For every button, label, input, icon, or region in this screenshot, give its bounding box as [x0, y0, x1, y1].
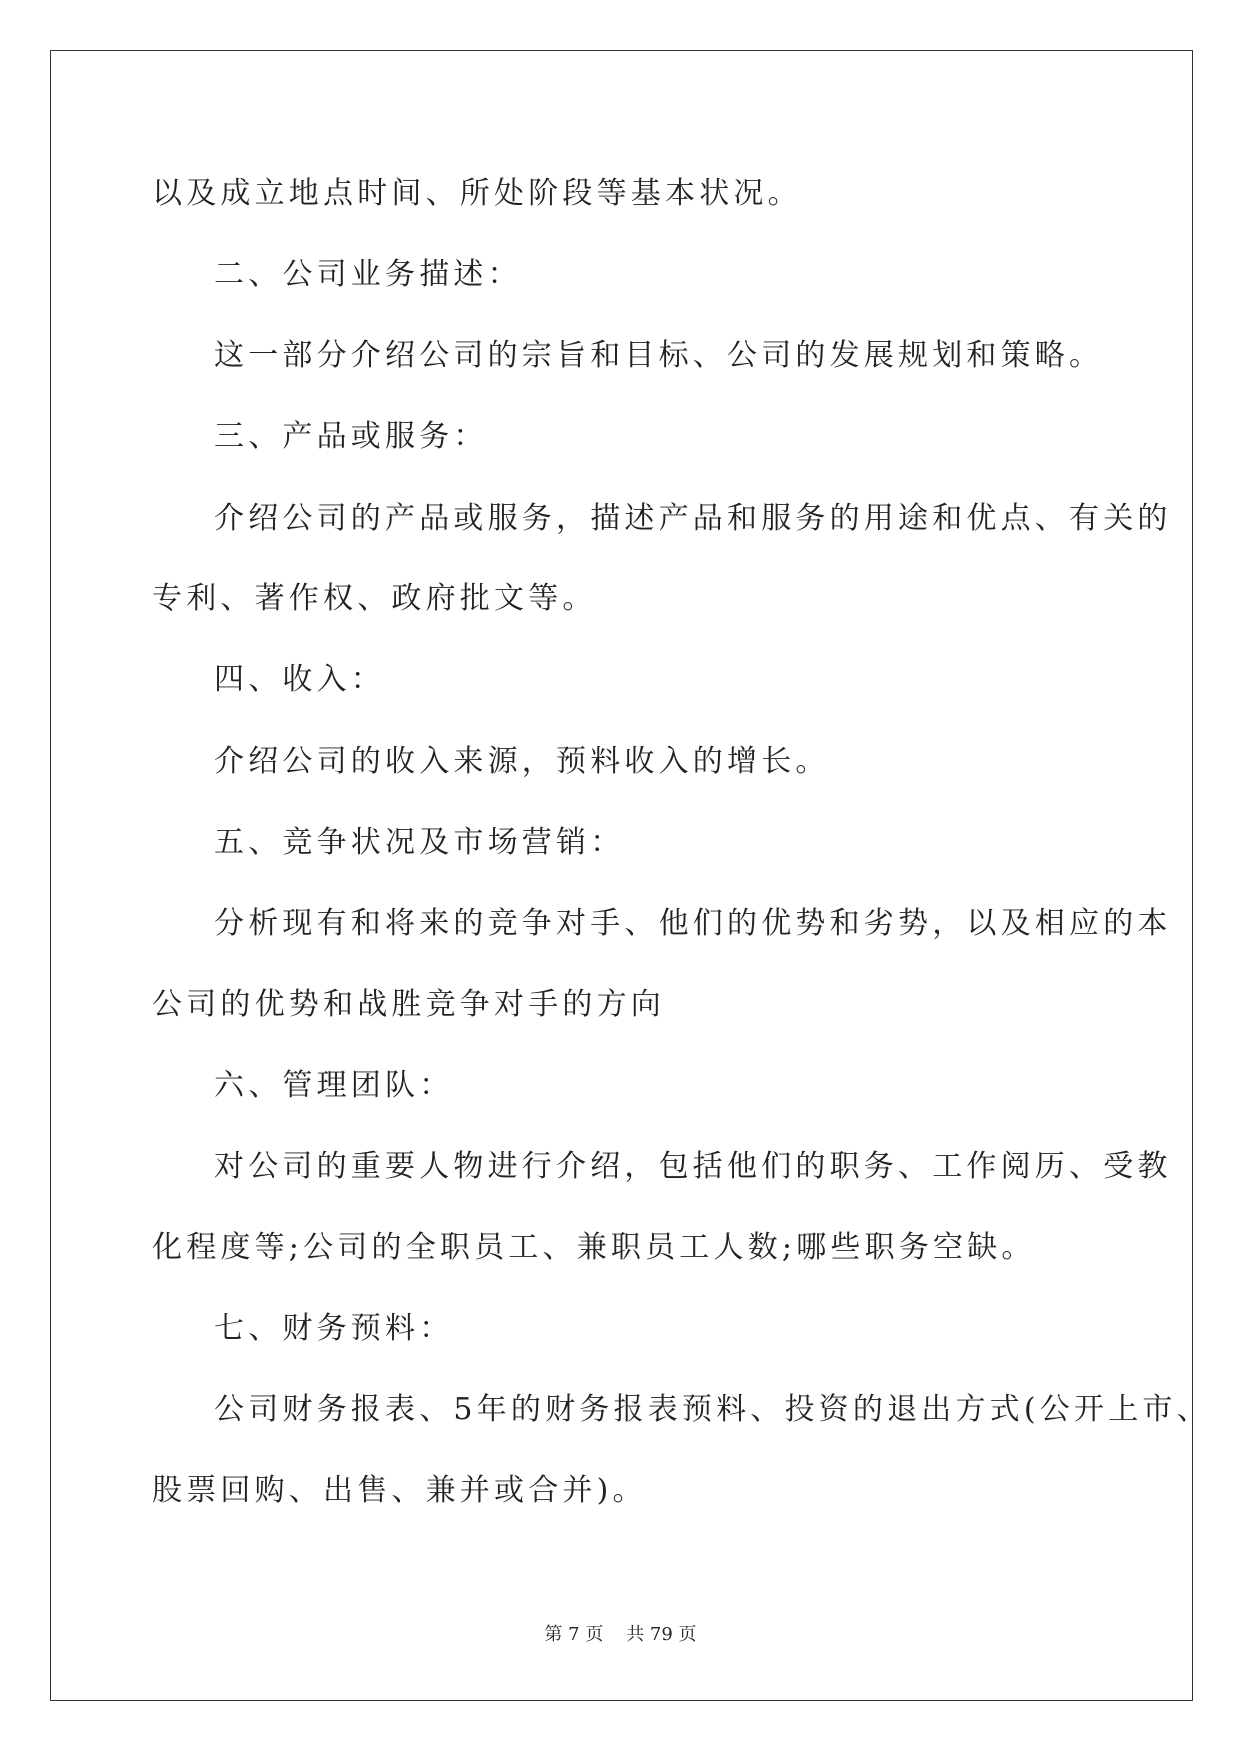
body-line-6: 专利、著作权、政府批文等。: [152, 581, 597, 616]
body-line-11: 公司的优势和战胜竞争对手的方向: [152, 987, 665, 1022]
body-line-10: 分析现有和将来的竞争对手、他们的优势和劣势，以及相应的本: [214, 906, 1172, 941]
page-number-footer: 第 7 页 共 79 页: [544, 1624, 697, 1645]
section-heading-6: 六、管理团队：: [214, 1068, 454, 1103]
body-line-5: 介绍公司的产品或服务，描述产品和服务的用途和优点、有关的: [214, 501, 1172, 536]
body-line-14: 化程度等;公司的全职员工、兼职员工人数;哪些职务空缺。: [152, 1230, 1036, 1265]
body-line-17: 股票回购、出售、兼并或合并)。: [152, 1473, 647, 1508]
body-line-16: 公司财务报表、5年的财务报表预料、投资的退出方式(公开上市、: [214, 1392, 1211, 1427]
section-heading-7: 七、财务预料：: [214, 1311, 454, 1346]
section-heading-2: 二、公司业务描述：: [214, 257, 522, 292]
body-line-3: 这一部分介绍公司的宗旨和目标、公司的发展规划和策略。: [214, 338, 1104, 373]
section-heading-4: 四、收入：: [214, 662, 385, 697]
body-line-8: 介绍公司的收入来源，预料收入的增长。: [214, 744, 830, 779]
body-line-13: 对公司的重要人物进行介绍，包括他们的职务、工作阅历、受教: [214, 1149, 1172, 1184]
page-border: [50, 50, 1193, 1701]
section-heading-5: 五、竞争状况及市场营销：: [214, 825, 625, 860]
section-heading-3: 三、产品或服务：: [214, 419, 488, 454]
body-line-1: 以及成立地点时间、所处阶段等基本状况。: [152, 176, 802, 211]
